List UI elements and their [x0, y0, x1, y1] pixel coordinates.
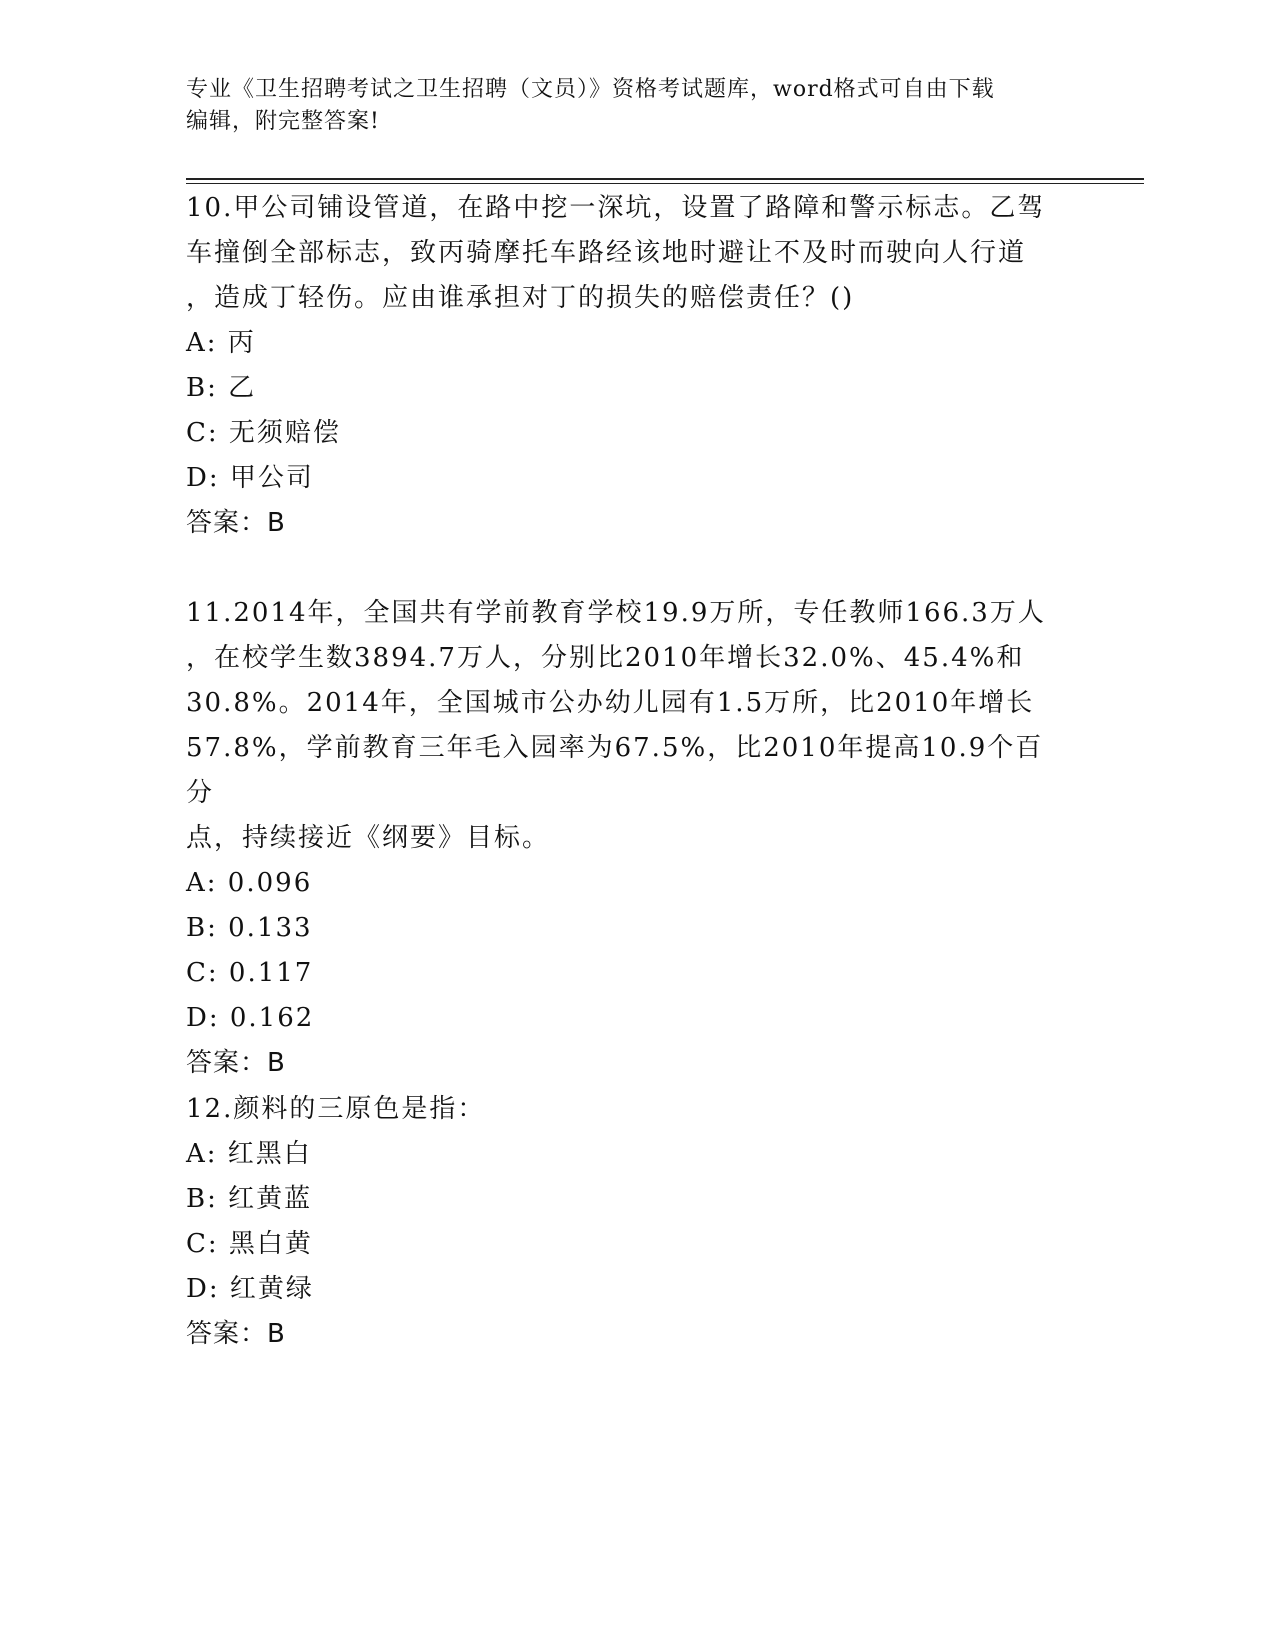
option-d: D: 红黄绿 [186, 1274, 314, 1304]
question-text-line: 车撞倒全部标志，致丙骑摩托车路经该地时避让不及时而驶向人行道 [186, 238, 1027, 268]
option-a: A: 0.096 [186, 868, 313, 898]
question-text-line: 11.2014年，全国共有学前教育学校19.9万所，专任教师166.3万人 [186, 598, 1046, 628]
option-a: A: 丙 [186, 328, 256, 358]
option-c: C: 无须赔偿 [186, 418, 341, 448]
option-b: B: 0.133 [186, 913, 313, 943]
question-text-line: 30.8%。2014年，全国城市公办幼儿园有1.5万所，比2010年增长 [186, 688, 1035, 718]
question-text-line: ，在校学生数3894.7万人，分别比2010年增长32.0%、45.4%和 [186, 643, 1025, 673]
question-12 [186, 1087, 1066, 1357]
document-header [186, 74, 1066, 138]
option-d: D: 0.162 [186, 1003, 315, 1033]
option-b: B: 乙 [186, 373, 257, 403]
question-text-line: 12.颜料的三原色是指： [186, 1094, 486, 1124]
option-c: C: 黑白黄 [186, 1229, 313, 1259]
question-text-line: 10.甲公司铺设管道，在路中挖一深坑，设置了路障和警示标志。乙驾 [186, 193, 1046, 223]
question-text-line: 57.8%，学前教育三年毛入园率为67.5%，比2010年提高10.9个百分 [186, 733, 1044, 808]
header-line-1: 专业《卫生招聘考试之卫生招聘（文员）》资格考试题库，word格式可自由下载 [186, 77, 995, 102]
question-10 [186, 186, 1066, 546]
option-c: C: 0.117 [186, 958, 314, 988]
header-divider-thin [186, 183, 1144, 184]
header-divider-thick [186, 178, 1144, 180]
option-b: B: 红黄蓝 [186, 1184, 313, 1214]
question-11 [186, 591, 1066, 1086]
question-text-line: 点，持续接近《纲要》目标。 [186, 823, 551, 853]
option-d: D: 甲公司 [186, 463, 314, 493]
option-a: A: 红黑白 [186, 1139, 312, 1169]
answer-line: 答案：B [186, 1048, 286, 1078]
header-line-2: 编辑，附完整答案! [186, 109, 380, 134]
answer-line: 答案：B [186, 508, 286, 538]
question-text-line: ，造成丁轻伤。应由谁承担对丁的损失的赔偿责任？() [186, 283, 855, 313]
answer-line: 答案：B [186, 1319, 286, 1349]
